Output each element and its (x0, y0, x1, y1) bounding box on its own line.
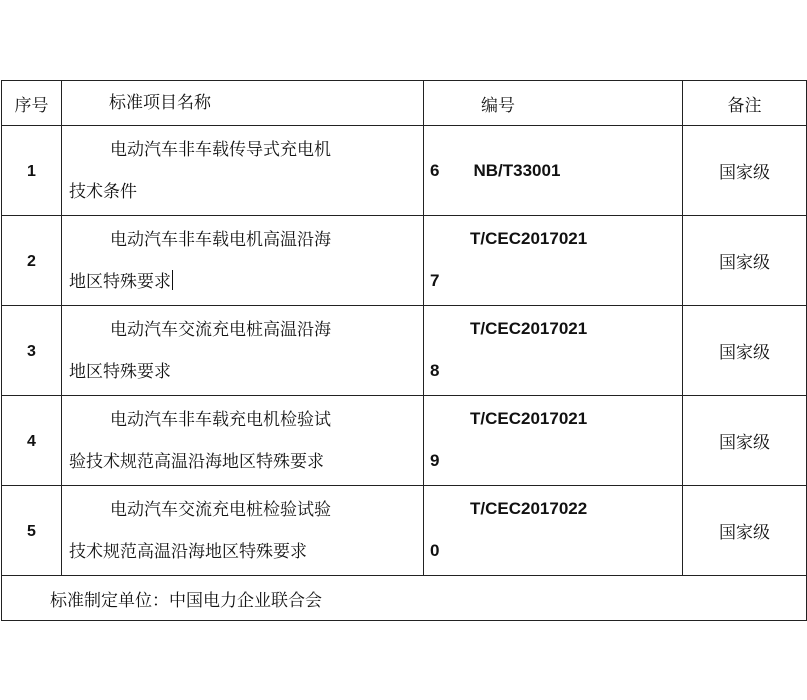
row-name-cell[interactable] (62, 216, 424, 306)
footer-text: 标准制定单位：中国电力企业联合会 (2, 576, 807, 621)
row-code-suffix: 9 (430, 451, 440, 470)
row-index: 1 (27, 162, 36, 180)
row-code-cell (424, 396, 683, 486)
row-name-line2: 技术条件 (69, 181, 137, 202)
row-index-cell (2, 306, 62, 396)
row-code-cell (424, 216, 683, 306)
row-name-cell (62, 126, 424, 216)
row-code-suffix: 0 (430, 541, 440, 560)
table-row (2, 486, 807, 576)
table-header-row (2, 81, 807, 126)
table-row (2, 216, 807, 306)
row-code-cell (424, 306, 683, 396)
row-note: 国家级 (683, 396, 807, 486)
row-index: 5 (27, 522, 36, 540)
row-code-suffix: 7 (430, 271, 440, 290)
row-code-prefix: 6 (430, 161, 440, 180)
row-note: 国家级 (683, 486, 807, 576)
table-footer-row (2, 576, 807, 621)
header-note: 备注 (683, 81, 807, 126)
row-index-cell (2, 396, 62, 486)
row-index: 4 (27, 432, 36, 450)
row-code-cell (424, 126, 683, 216)
table-row (2, 396, 807, 486)
row-index-cell (2, 126, 62, 216)
row-code (430, 161, 560, 181)
header-index: 序号 (2, 81, 62, 126)
row-name-line1: 电动汽车交流充电桩检验试验 (110, 499, 331, 520)
text-cursor (172, 270, 173, 290)
row-note: 国家级 (683, 126, 807, 216)
row-name-cell (62, 306, 424, 396)
table-row (2, 306, 807, 396)
row-name-line1: 电动汽车非车载充电机检验试 (110, 409, 331, 430)
row-name-line2: 技术规范高温沿海地区特殊要求 (69, 541, 307, 562)
row-code-main: T/CEC2017021 (470, 229, 588, 248)
row-index: 2 (27, 252, 36, 270)
row-name-line2: 地区特殊要求 (69, 271, 171, 292)
row-name-line2: 验技术规范高温沿海地区特殊要求 (69, 451, 324, 472)
row-index-cell (2, 216, 62, 306)
row-code-main: T/CEC2017021 (470, 409, 588, 428)
row-name-line1: 电动汽车交流充电桩高温沿海 (110, 319, 331, 340)
row-index-cell (2, 486, 62, 576)
row-name-line2: 地区特殊要求 (69, 361, 171, 382)
header-code: 编号 (424, 81, 683, 126)
row-name-cell (62, 486, 424, 576)
header-name: 标准项目名称 (62, 81, 424, 126)
standards-table (1, 80, 807, 621)
row-name-cell (62, 396, 424, 486)
row-code-main: T/CEC2017022 (470, 499, 588, 518)
row-name-line1: 电动汽车非车载电机高温沿海 (110, 229, 331, 250)
table-row (2, 126, 807, 216)
row-code-cell (424, 486, 683, 576)
row-note: 国家级 (683, 216, 807, 306)
row-code-main: NB/T33001 (473, 161, 561, 180)
row-code-suffix: 8 (430, 361, 440, 380)
row-name-line1: 电动汽车非车载传导式充电机 (110, 139, 331, 160)
row-name-line2-wrap (69, 261, 423, 303)
row-code-main: T/CEC2017021 (470, 319, 588, 338)
row-index: 3 (27, 342, 36, 360)
row-note: 国家级 (683, 306, 807, 396)
